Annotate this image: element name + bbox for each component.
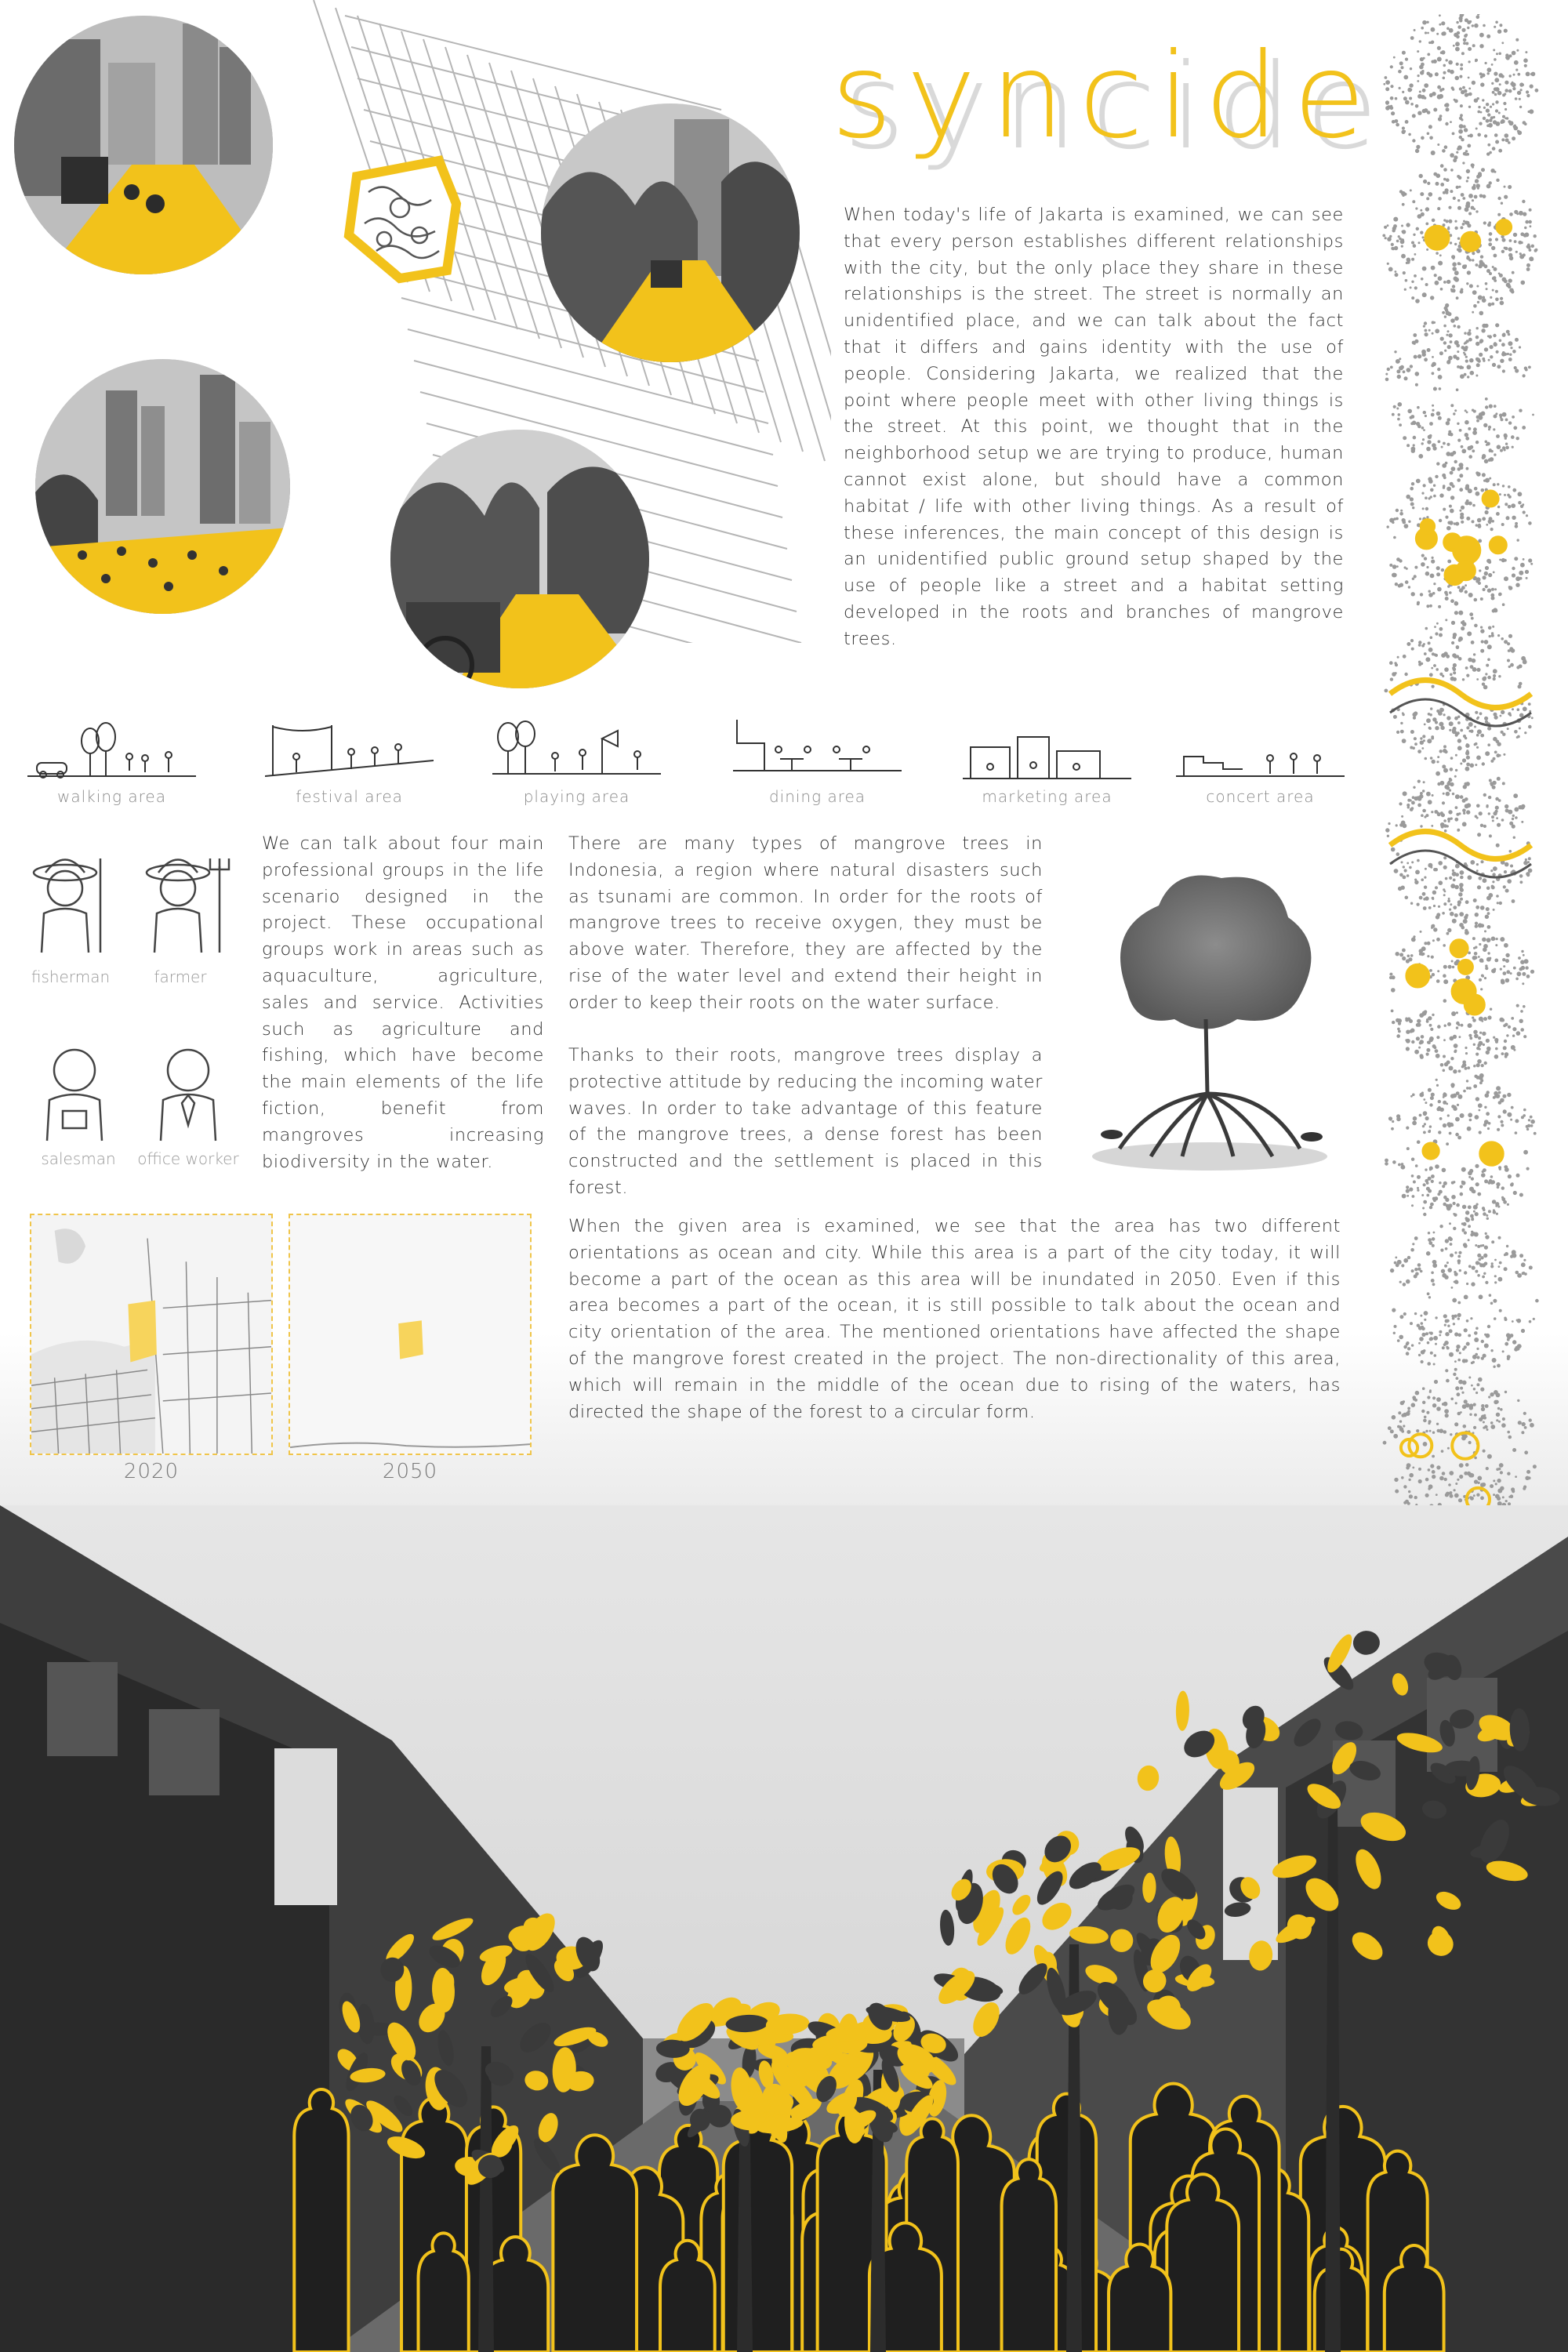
map-2020-label: 2020	[123, 1460, 180, 1483]
orientation-text: When the given area is examined, we see that the area has two different orientations as ocean and city. While this area is a part of the city today, it will become a part of the ocean as this area will be inundated in 2050. Even if this area becomes a part of the ocean, it is still possible to talk about the ocean and city orientation of the area. The mentioned orientations have affected the shape of the mangrove forest created in the project. The non-directionality of this area, which will remain in the middle of the ocean due to rising of the waters, has directed the shape of the forest to a circular form.	[568, 1216, 1341, 1422]
mangrove-tree-illustration	[1080, 858, 1339, 1172]
mangrove-text-1: There are many types of mangrove trees in Indonesia, a region where natural disasters such as tsunami are common. In order for the roots of mangrove trees to receive oxygen, they must be above water. Therefore, they are affected by the rise of the water level and extend their height in order to keep their roots on the water surface.	[568, 833, 1043, 1013]
marketing-area-icon	[963, 728, 1131, 782]
salesman-icon	[27, 1039, 122, 1145]
concert-area-icon	[1176, 725, 1345, 780]
intro-text: When today's life of Jakarta is examined, we can see that every person establishes different relationships with the city, but the only place they share in these relationships is the street. The street is normally an unidentified place, and we can talk about the fact that it differs and gains identity with the use of people. Considering Jakarta, we realized that the point where people meet with other living things is the street. At this point, we thought that in the neighborhood setup we are trying to produce, human cannot exist alone, but should have a common habitat / life with other living things. As a result of these inferences, the main concept of this design is an unidentified public ground setup shaped by the use of people like a street and a habitat setting developed in the roots and branches of mangrove trees.	[844, 205, 1344, 649]
walking-area-label: walking area	[57, 787, 166, 806]
festival-area-icon	[265, 717, 434, 780]
street-photo-4	[390, 430, 649, 688]
concert-area-label: concert area	[1206, 787, 1315, 806]
map-2020	[30, 1214, 273, 1455]
fisherman-icon	[22, 851, 116, 956]
page-title: syncide	[831, 28, 1380, 165]
playing-area-icon	[492, 715, 661, 778]
street-photo-3	[35, 359, 290, 614]
map-2050	[289, 1214, 532, 1455]
dining-area-icon	[733, 712, 902, 775]
office-worker-icon	[141, 1039, 235, 1145]
mangrove-text-2: Thanks to their roots, mangrove trees display a protective attitude by reducing the incoming water waves. In order to take advantage of this feature of the mangrove trees, a dense forest has been constructed and the settlement is placed in this forest.	[568, 1045, 1043, 1198]
map-2050-label: 2050	[382, 1460, 438, 1483]
street-render	[0, 1505, 1568, 2352]
street-photo-1	[14, 16, 273, 274]
farmer-label: farmer	[154, 967, 207, 986]
playing-area-label: playing area	[523, 787, 630, 806]
festival-area-label: festival area	[296, 787, 403, 806]
marketing-area-label: marketing area	[982, 787, 1112, 806]
walking-area-icon	[27, 717, 196, 780]
salesman-label: salesman	[41, 1149, 116, 1168]
forest-evolution-diagrams	[1374, 14, 1548, 1539]
office-worker-label: office worker	[137, 1149, 239, 1168]
occupations-text: We can talk about four main professional groups in the life scenario designed in the project. These occupational groups work in areas such as aquaculture, agriculture, sales and service. Activities such as agriculture and fishing, which have become the main elements of the life fiction, benefit from mangroves increasing biodiversity in the water.	[262, 833, 544, 1172]
farmer-icon	[135, 851, 237, 956]
fisherman-label: fisherman	[31, 967, 111, 986]
dining-area-label: dining area	[768, 787, 866, 806]
street-photo-2	[541, 103, 800, 362]
